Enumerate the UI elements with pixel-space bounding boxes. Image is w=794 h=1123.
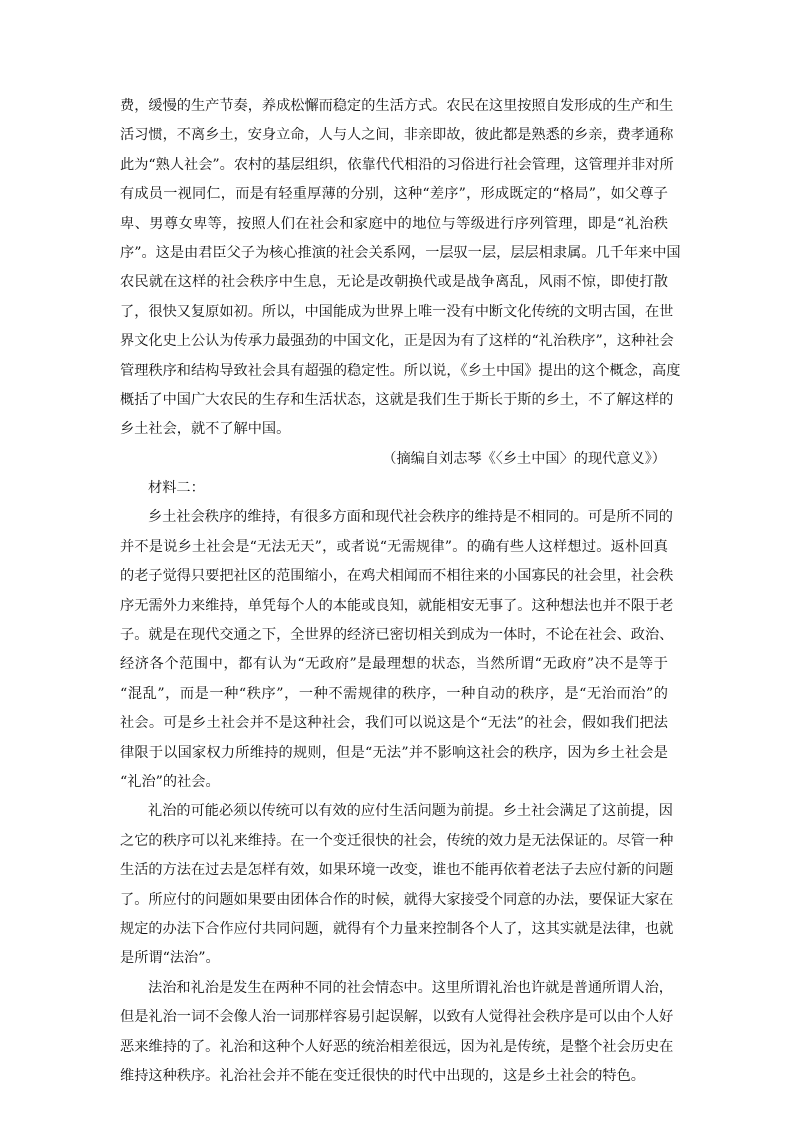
text-line: 农民就在这样的社会秩序中生息，无论是改朝换代或是战争离乱，风雨不惊，即使打散 xyxy=(120,274,668,291)
text-line: 生活的方法在过去是怎样有效，如果环境一改变，谁也不能再依着老法子去应付新的问题 xyxy=(120,862,674,879)
text-line: 费，缓慢的生产节奏，养成松懈而稳定的生活方式。农民在这里按照自发形成的生产和生 xyxy=(120,98,674,114)
material-one-text xyxy=(120,92,681,474)
text-line: 界文化史上公认为传承力最强劲的中国文化，正是因为有了这样的“礼治秩序”，这种社会 xyxy=(120,333,674,350)
text-line: 序”。这是由君臣父子为核心推演的社会关系网，一层驭一层，层层相隶属。几千年来中国 xyxy=(120,244,681,261)
text-line: 并不是说乡土社会是“无法无天”，或者说“无需规律”。的确有些人这样想过。返朴回真 xyxy=(120,538,668,555)
text-line: 管理秩序和结构导致社会具有超强的稳定性。所以说，《乡土中国》提出的这个概念，高度 xyxy=(120,362,681,379)
paragraph-three xyxy=(120,974,674,1092)
source-citation: （摘编自刘志琴《〈乡土中国〉的现代意义》） xyxy=(382,450,666,467)
text-line: 恶来维持的了。礼治和这种个人好恶的统治相差很远，因为礼是传统，是整个社会历史在 xyxy=(120,1038,674,1055)
paragraph-one xyxy=(120,503,674,797)
text-line: 乡土社会秩序的维持，有很多方面和现代社会秩序的维持是不相同的。可是所不同的 xyxy=(148,509,673,526)
text-line: 律限于以国家权力所维持的规则，但是“无法”并不影响这社会的秩序，因为乡土社会是 xyxy=(120,744,668,761)
text-line: 了。所应付的问题如果要由团体合作的时候，就得大家接受个同意的办法，要保证大家在 xyxy=(120,891,674,908)
text-line: 但是礼治一词不会像人治一词那样容易引起误解，以致有人觉得社会秩序是可以由个人好 xyxy=(120,1009,674,1026)
text-line: 经济各个范围中，都有认为“无政府”是最理想的状态，当然所谓“无政府”决不是等于 xyxy=(120,656,668,673)
paragraph-two xyxy=(120,797,674,973)
section-heading: 材料二： xyxy=(148,480,205,497)
text-line: 活习惯，不离乡土，安身立命，人与人之间，非亲即故，彼此都是熟悉的乡亲，费孝通称 xyxy=(120,127,674,144)
text-line: 之它的秩序可以礼来维持。在一个变迁很快的社会，传统的效力是无法保证的。尽管一种 xyxy=(120,832,674,849)
text-line: 了，很快又复原如初。所以，中国能成为世界上唯一没有中断文化传统的文明古国，在世 xyxy=(120,303,674,320)
text-line: 的老子觉得只要把社区的范围缩小，在鸡犬相闻而不相往来的小国寡民的社会里，社会秩 xyxy=(120,568,674,585)
document-body xyxy=(120,92,681,1091)
text-line: 乡土社会，就不了解中国。 xyxy=(120,421,291,438)
text-line: 维持这种秩序。礼治社会并不能在变迁很快的时代中出现的，这是乡土社会的特色。 xyxy=(120,1067,645,1084)
text-line: 此为“熟人社会”。农村的基层组织，依靠代代相沿的习俗进行社会管理，这管理并非对所 xyxy=(120,156,674,173)
text-line: 概括了中国广大农民的生存和生活状态，这就是我们生于斯长于斯的乡土，不了解这样的 xyxy=(120,391,674,408)
text-line: 卑、男尊女卑等，按照人们在社会和家庭中的地位与等级进行序列管理，即是“礼治秩 xyxy=(120,215,668,232)
text-line: “混乱”，而是一种“秩序”，一种不需规律的秩序，一种自动的秩序，是“无治而治”的 xyxy=(120,685,668,702)
text-line: 子。就是在现代交通之下，全世界的经济已密切相关到成为一体时，不论在社会、政治、 xyxy=(120,627,674,644)
text-line: 礼治的可能必须以传统可以有效的应付生活问题为前提。乡土社会满足了这前提，因 xyxy=(148,803,673,820)
text-line: 规定的办法下合作应付共同问题，就得有个力量来控制各个人了，这其实就是法律，也就 xyxy=(120,920,674,937)
text-line: “礼治”的社会。 xyxy=(120,773,220,790)
text-line: 是所谓“法治”。 xyxy=(120,950,220,967)
text-line: 社会。可是乡土社会并不是这种社会，我们可以说这是个“无法”的社会，假如我们把法 xyxy=(120,715,668,732)
text-line: 法治和礼治是发生在两种不同的社会情态中。这里所谓礼治也许就是普通所谓人治， xyxy=(148,979,673,996)
text-line: 有成员一视同仁，而是有轻重厚薄的分别，这种“差序”，形成既定的“格局”，如父尊子 xyxy=(120,186,668,203)
text-line: 序无需外力来维持，单凭每个人的本能或良知，就能相安无事了。这种想法也并不限于老 xyxy=(120,597,674,614)
